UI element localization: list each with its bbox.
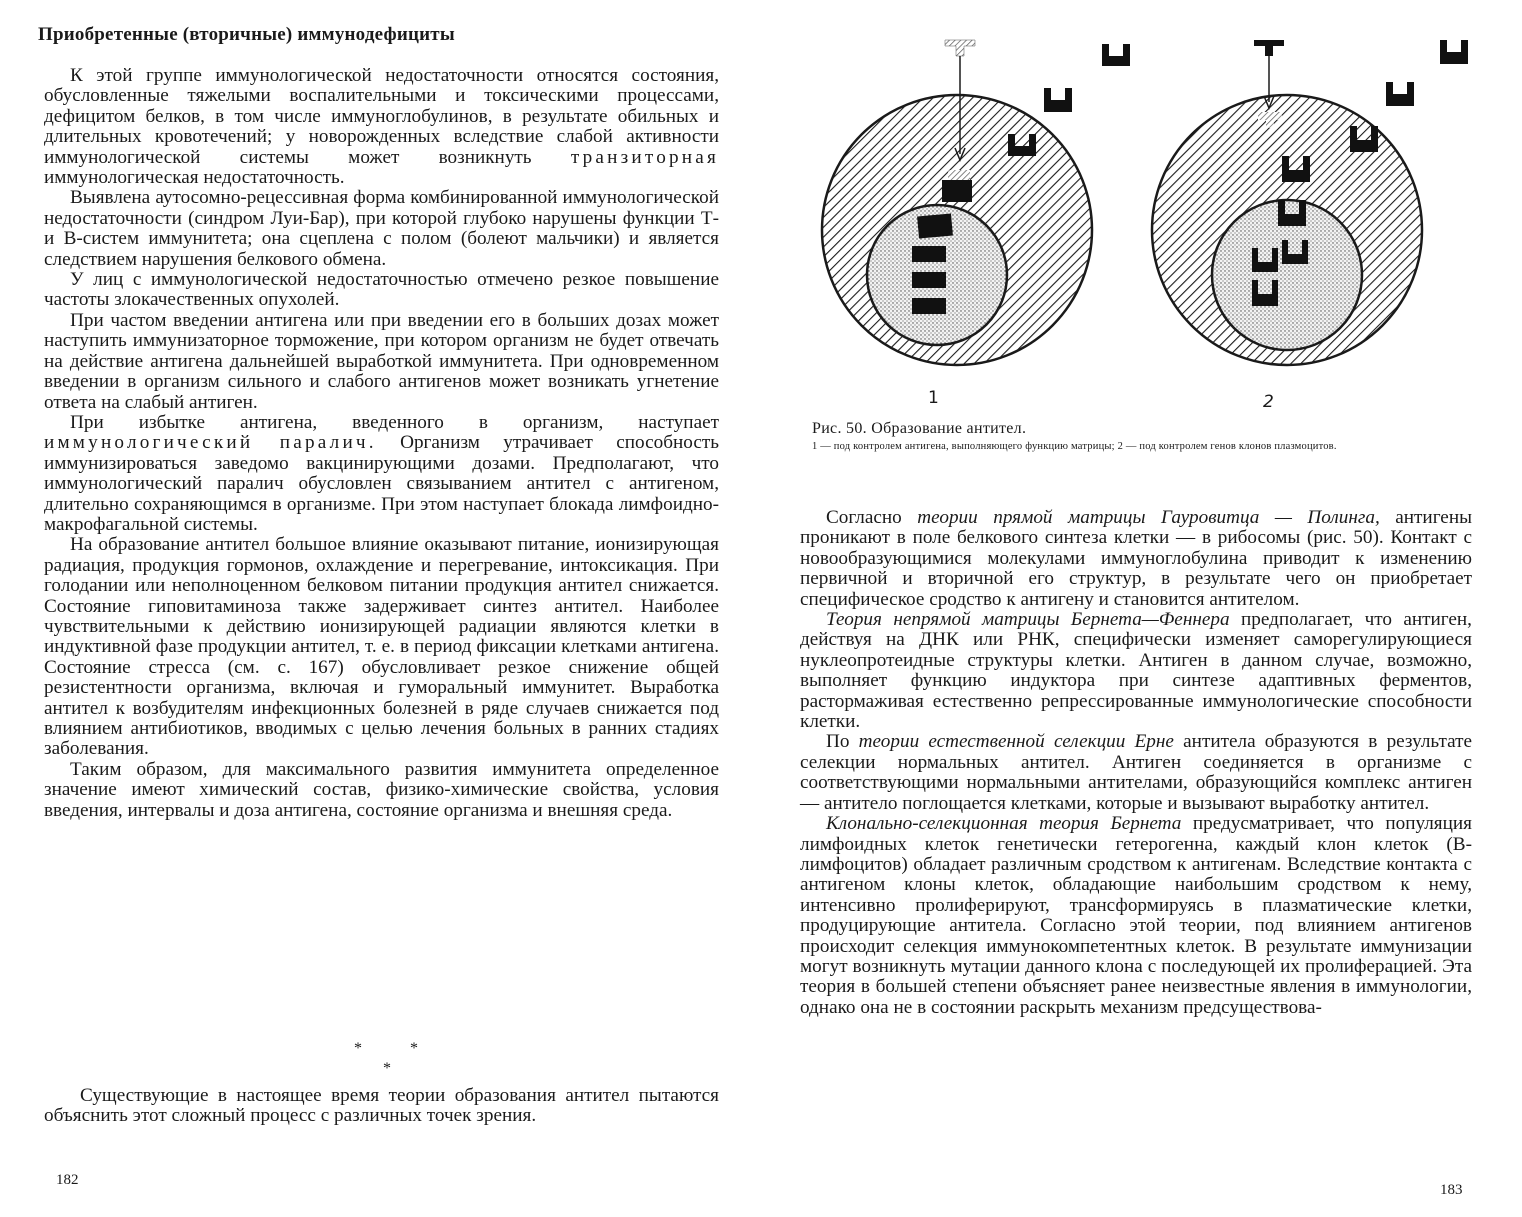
closing-paragraph: Существующие в настоящее время теории образования антител пытаются объяснить этот сложный процесс с различных точек зрения. xyxy=(44,1085,719,1127)
right-text-column xyxy=(800,508,1472,1018)
section-heading: Приобретенные (вторичные) иммунодефициты xyxy=(38,24,455,45)
page-number: 182 xyxy=(56,1172,79,1188)
paragraph: К этой группе иммунологической недостаточности относятся состояния, обусловленные тяжелыми воспалительными и токсическими процессами, дефицитом белков, в том числе иммуноглобулинов, в результате обильных и длительных кровотечений; у новорожденных вследствие слабой активности иммунологической системы может возникнуть транзиторная иммунологическая недостаточность. xyxy=(44,65,719,189)
paragraph: При избытке антигена, введенного в организм, наступает иммунологический паралич. Организм утрачивает способность иммунизироваться заведомо вакцинирующими дозами. Предполагают, что иммунологический паралич обусловлен связыванием антител с антигеном, длительно сохраняющимся в организме. При этом наступает блокада лимфоидно-макрофагальной системы. xyxy=(44,411,719,535)
paragraph: При частом введении антигена или при введении его в больших дозах может наступить иммунизаторное торможение, при котором организм не будет отвечать на действие антигена дальнейшей выработкой иммунитета. При одновременном введении в организм сильного и слабого антигенов может возникать угнетение ответа на слабый антиген. xyxy=(44,309,719,413)
left-page: Приобретенные (вторичные) иммунодефициты К этой группе иммунологической недостаточности относятся состояния, обусловленные тяжелыми воспалительными и токсическими процессами, дефицитом белков, в том числе иммуноглобулинов, в результате обильных и длительных кровотечений; у новорожденных вследствие слабой активности иммунологической системы может возникнуть транзиторная иммунологическая недостаточность. Выявлена аутосомно-рецессивная форма комбинированной иммунологической недостаточности (синдром Луи-Бар), при которой глубоко нарушены функции Т- и В-систем иммунитета; она сцеплена с полом (болеют мальчики) и является следствием нарушения белкового обмена. У лиц с иммунологической недостаточностью отмечено резкое повышение частоты злокачественных опухолей. При частом введении антигена или при введении его в больших дозах может наступить иммунизаторное торможение, при котором организм не будет отвечать на действие антигена дальнейшей выработкой иммунитета. При одновременном введении в организм сильного и слабого антигенов может возникать угнетение ответа на слабый антиген. При избытке антигена, введенного в организм, наступает иммунологический паралич. Организм утрачивает способность иммунизироваться заведомо вакцинирующими дозами. Предполагают, что иммунологический паралич обусловлен связыванием антител с антигеном, длительно сохраняющимся в организме. При этом наступает блокада лимфоидно-макрофагальной системы. На образование антител большое влияние оказывают питание, ионизирующая радиация, продукция гормонов, охлаждение и перегревание, интоксикация. При голодании или неполноценном белковом питании продукция антител снижается. Состояние гиповитаминоза также задерживает синтез антител. Наиболее чувствительными к действию ионизирующей радиации являются клетки в индуктивной фазе продукции антител, т. е. в период фиксации клетками антигена. Состояние стресса (см. с. 167) обусловливает резкое снижение общей резистентности организма, включая и гуморальный иммунитет. Выработка антител к возбудителям инфекционных болезней в ряде случаев снижается под влиянием антибиотиков, вводимых с целью лечения больных в ранних стадиях заболевания. Таким образом, для максимального развития иммунитета определенное значение имеют химический состав, физико-химические свойства, условия введения, интервалы и доза антигена, состояние организма и внешняя среда. * * * Существующие в настоящее время теории образования антител пытаются объяснить этот сложный процесс с различных точек зрения. 182 xyxy=(38,24,719,1188)
paragraph: У лиц с иммунологической недостаточностью отмечено резкое повышение частоты злокачественных опухолей. xyxy=(44,269,719,311)
figure-caption xyxy=(812,420,1482,452)
cell-2 xyxy=(1152,40,1468,365)
paragraph: Согласно теории прямой матрицы Гауровитца — Полинга, антигены проникают в поле белкового синтеза клетки — в рибосомы (рис. 50). Контакт с новообразующимися молекулами иммуноглобулина приводит к изменению первичной и вторичной его структур, в результате чего он приобретает специфическое сродство к антигену и становится антителом. xyxy=(800,507,1472,610)
figure-label-2: 2 xyxy=(1263,392,1274,412)
paragraph: На образование антител большое влияние оказывают питание, ионизирующая радиация, продукция гормонов, охлаждение и перегревание, интоксикация. При голодании или неполноценном белковом питании продукция антител снижается. Состояние гиповитаминоза также задерживает синтез антител. Наиболее чувствительными к действию ионизирующей радиации являются клетки в индуктивной фазе продукции антител, т. е. в период фиксации клетками антигена. Состояние стресса (см. с. 167) обусловливает резкое снижение общей резистентности организма, включая и гуморальный иммунитет. Выработка антител к возбудителям инфекционных болезней в ряде случаев снижается под влиянием антибиотиков, вводимых с целью лечения больных в ранних стадиях заболевания. xyxy=(44,534,719,760)
antibody-formation-diagram xyxy=(812,30,1492,390)
figure-antibody-formation xyxy=(812,30,1492,410)
left-text-column xyxy=(44,66,719,821)
paragraph: Выявлена аутосомно-рецессивная форма комбинированной иммунологической недостаточности (синдром Луи-Бар), при которой глубоко нарушены функции Т- и В-систем иммунитета; она сцеплена с полом (болеют мальчики) и является следствием нарушения белкового обмена. xyxy=(44,187,719,270)
figure-label-1: 1 xyxy=(928,388,939,408)
caption-title: Рис. 50. Образование антител. xyxy=(812,420,1027,437)
page-number: 183 xyxy=(1440,1182,1463,1198)
paragraph: Теория непрямой матрицы Бернета—Феннера предполагает, что антиген, действуя на ДНК или РНК, специфически изменяет саморегулирующиеся нуклеопротеидные структуры клетки. Антиген в данном случае, возможно, выполняет функцию индуктора при синтезе адаптивных ферментов, растормаживая естественно репрессированные иммунологические способности клетки. xyxy=(800,609,1472,733)
paragraph: Таким образом, для максимального развития иммунитета определенное значение имеют химический состав, физико-химические свойства, условия введения, интервалы и доза антигена, состояние организма и внешняя среда. xyxy=(44,758,719,821)
caption-note: 1 — под контролем антигена, выполняющего функцию матрицы; 2 — под контролем генов клонов плазмоцитов. xyxy=(812,441,1337,452)
right-page xyxy=(762,0,1522,1217)
paragraph: Клонально-селекционная теория Бернета предусматривает, что популяция лимфоидных клеток генетически гетерогенна, каждый клон клеток (В-лимфоцитов) обладает различным сродством к антигенам. Вследствие контакта с антигеном клоны клеток, обладающие наибольшим сродством к нему, интенсивно пролиферируют, трансформируясь в плазматические клетки, продуцирующие антитела. Согласно этой теории, под влиянием антигенов происходит селекция иммунокомпетентных клеток. В результате иммунизации могут возникнуть мутации данного клона с последующей их пролиферацией. Эта теория в большей степени объясняет ранее неизвестные явления в иммунологии, однако она не в состоянии раскрыть механизм предсуществова- xyxy=(800,813,1472,1018)
paragraph: По теории естественной селекции Ерне антитела образуются в результате селекции нормальных антител. Антиген соединяется в организме с соответствующими нормальными антителами, образующийся комплекс антиген — антитело поглощается клетками, которые и вызывают выработку антител. xyxy=(800,731,1472,814)
cell-1 xyxy=(822,40,1130,365)
